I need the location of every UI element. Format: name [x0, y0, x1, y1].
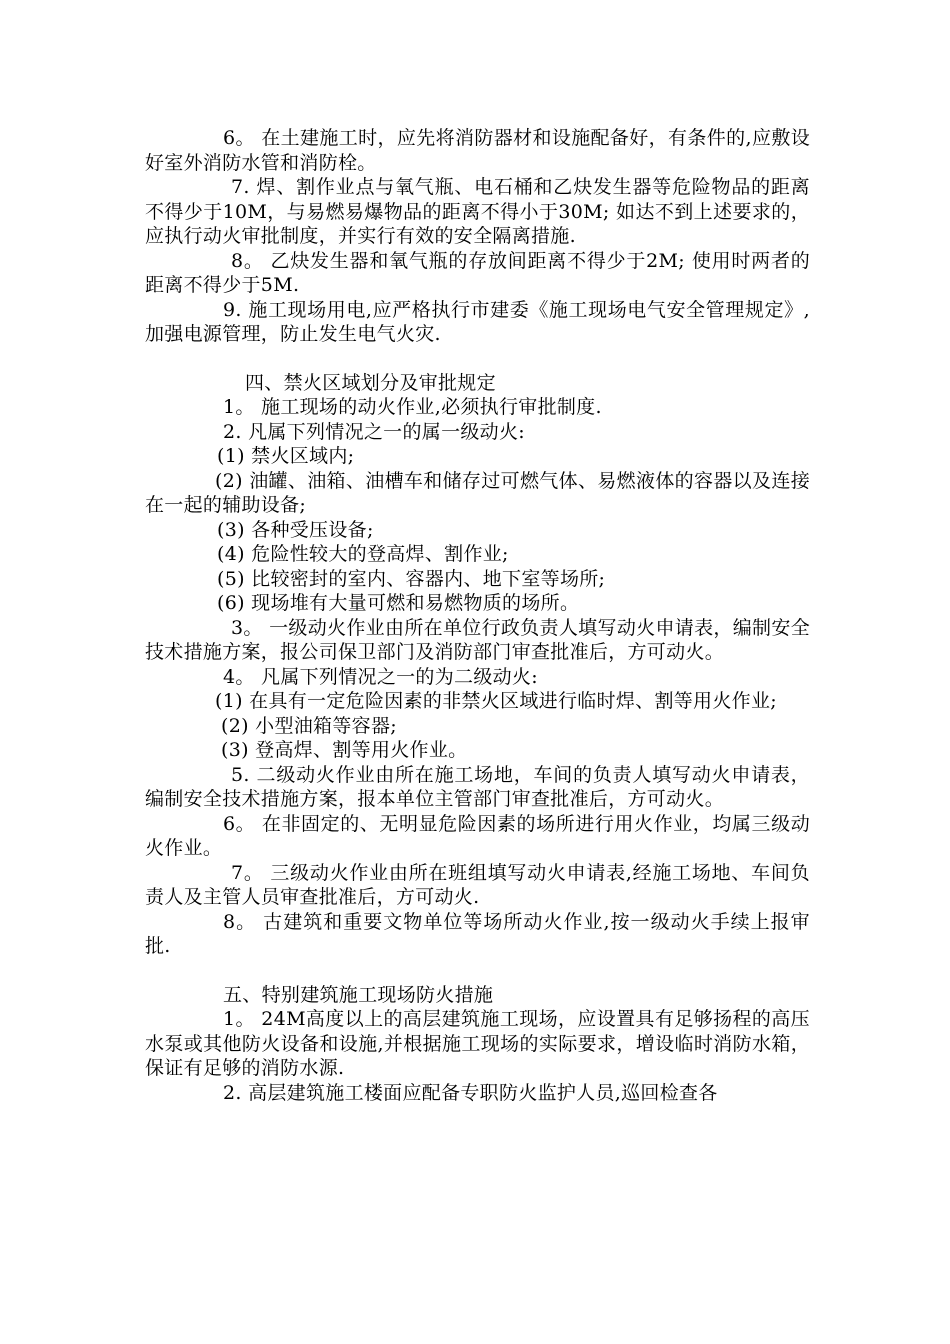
document-body — [145, 126, 810, 1105]
paragraph-4-5: 5. 二级动火作业由所在施工场地，车间的负责人填写动火申请表，编制安全技术措施方案，报本单位主管部门审查批准后，方可动火。 — [145, 763, 810, 810]
section-heading-5: 五、特别建筑施工现场防火措施 — [223, 983, 494, 1006]
paragraph-5-2: 2. 高层建筑施工楼面应配备专职防火监护人员,巡回检查各 — [223, 1081, 718, 1104]
paragraph-4-4: 4。 凡属下列情况之一的为二级动火: — [223, 665, 538, 688]
paragraph-item-6: 6。 在土建施工时，应先将消防器材和设施配备好，有条件的,应敷设好室外消防水管和消防栓。 — [145, 127, 810, 174]
paragraph-item-8: 8。 乙炔发生器和氧气瓶的存放间距离不得少于2M; 使用时两者的距离不得少于5M. — [145, 249, 810, 296]
list-item-level1-2: (2) 油罐、油箱、油槽车和储存过可燃气体、易燃液体的容器以及连接在一起的辅助设备; — [145, 469, 810, 516]
list-item-level1-3: (3) 各种受压设备; — [217, 518, 374, 541]
paragraph-4-1: 1。 施工现场的动火作业,必须执行审批制度. — [223, 396, 602, 418]
paragraph-5-1: 1。 24M高度以上的高层建筑施工现场，应设置具有足够扬程的高压水泵或其他防火设备和设施,并根据施工现场的实际要求，增设临时消防水箱，保证有足够的消防水源. — [145, 1008, 810, 1079]
paragraph-item-7: 7. 焊、割作业点与氧气瓶、电石桶和乙炔发生器等危险物品的距离不得少于10M，与易燃易爆物品的距离不得小于30M; 如达不到上述要求的，应执行动火审批制度，并实行有效的安全隔离措施. — [145, 176, 810, 247]
paragraph-4-8: 8。 古建筑和重要文物单位等场所动火作业,按一级动火手续上报审批. — [145, 910, 810, 957]
list-item-level1-1: (1) 禁火区域内; — [217, 445, 355, 467]
list-item-level2-3: (3) 登高焊、割等用火作业。 — [221, 739, 468, 761]
list-item-level2-1: (1) 在具有一定危险因素的非禁火区域进行临时焊、割等用火作业; — [215, 690, 777, 712]
list-item-level1-6: (6) 现场堆有大量可燃和易燃物质的场所。 — [217, 592, 580, 614]
list-item-level1-4: (4) 危险性较大的登高焊、割作业; — [217, 543, 509, 565]
paragraph-item-9: 9. 施工现场用电,应严格执行市建委《施工现场电气安全管理规定》,加强电源管理，防止发生电气火灾. — [145, 298, 810, 345]
section-heading-4: 四、禁火区域划分及审批规定 — [245, 371, 496, 394]
list-item-level2-2: (2) 小型油箱等容器; — [221, 714, 397, 737]
spacer — [145, 959, 810, 983]
paragraph-4-2: 2. 凡属下列情况之一的属一级动火: — [223, 420, 525, 443]
list-item-level1-5: (5) 比较密封的室内、容器内、地下室等场所; — [217, 567, 606, 590]
spacer — [145, 347, 810, 371]
paragraph-4-6: 6。 在非固定的、无明显危险因素的场所进行用火作业，均属三级动火作业。 — [145, 812, 810, 859]
paragraph-4-3: 3。 一级动火作业由所在单位行政负责人填写动火申请表，编制安全技术措施方案，报公司保卫部门及消防部门审查批准后，方可动火。 — [145, 616, 810, 663]
paragraph-4-7: 7。 三级动火作业由所在班组填写动火申请表,经施工场地、车间负责人及主管人员审查批准后，方可动火. — [145, 861, 810, 908]
